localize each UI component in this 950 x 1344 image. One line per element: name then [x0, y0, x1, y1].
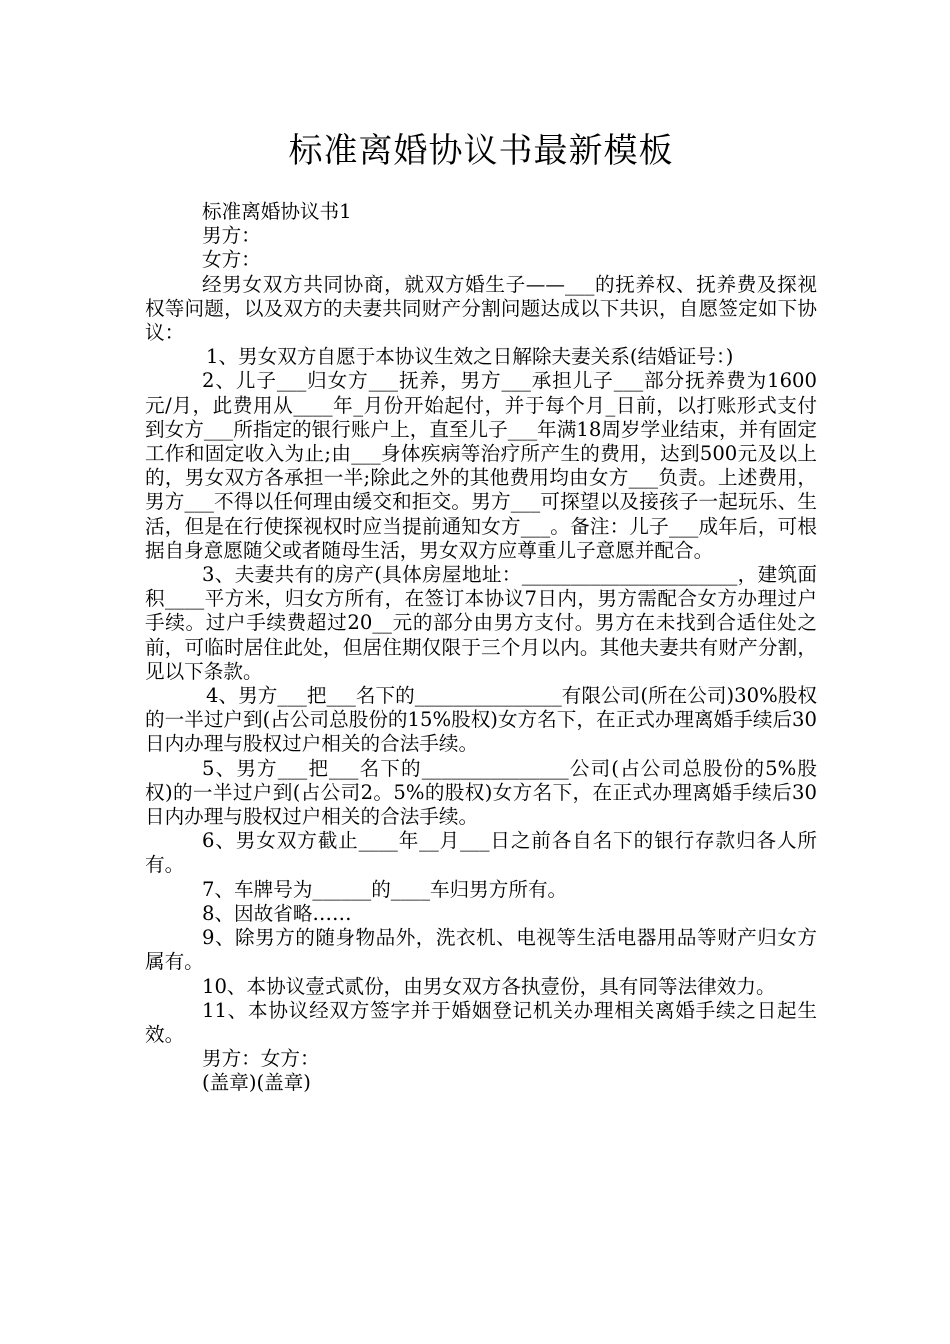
clause-2: 2、儿子___归女方___抚养，男方___承担儿子___部分抚养费为1600元/月，此费用从____年_月份开始起付，并于每个月_日前，以打账形式支付到女方___所指定的银行账户上，直至儿子___年满18周岁学业结束，并有固定工作和固定收入为止;由___身体疾病等治疗所产生的费用，达到500元及以上的，男女双方各承担一半;除此之外的其他费用均由女方___负责。上述费用，男方___不得以任何理由缓交和拒交。男方___可探望以及接孩子一起玩乐、生活，但是在行使探视权时应当提前通知女方___。备注：儿子___成年后，可根据自身意愿随父或者随母生活，男女双方应尊重儿子意愿并配合。 — [145, 369, 817, 562]
clause-9: 9、除男方的随身物品外，洗衣机、电视等生活电器用品等财产归女方属有。 — [145, 926, 817, 974]
clause-1: 1、男女双方自愿于本协议生效之日解除夫妻关系(结婚证号：) — [206, 345, 734, 369]
clause-3: 3、夫妻共有的房产(具体房屋地址：______________________，建筑面积____平方米，归女方所有，在签订本协议7日内，男方需配合女方办理过户手续。过户手续费超过20__元的部分由男方支付。男方在未找到合适住处之前，可临时居住此处，但居住期仅限于三个月以内。其他夫妻共有财产分割，见以下条款。 — [145, 563, 817, 683]
clause-4: 4、男方___把___名下的_______________有限公司(所在公司)30%股权的一半过户到(占公司总股份的15%股权)女方名下，在正式办理离婚手续后30日内办理与股权过户相关的合法手续。 — [145, 684, 817, 756]
clause-11: 11、本协议经双方签字并于婚姻登记机关办理相关离婚手续之日起生效。 — [145, 998, 817, 1046]
clause-8: 8、因故省略…… — [202, 901, 352, 925]
document-page — [145, 128, 817, 1096]
clause-5: 5、男方___把___名下的_______________公司(占公司总股份的5%股权)的一半过户到(占公司2。5%的股权)女方名下，在正式办理离婚手续后30日内办理与股权过户相关的合法手续。 — [145, 756, 817, 829]
party-female-label: 女方： — [202, 248, 261, 272]
clause-10: 10、本协议壹式贰份，由男女双方各执壹份，具有同等法律效力。 — [202, 974, 776, 998]
document-subtitle: 标准离婚协议书1 — [202, 200, 352, 223]
clause-6: 6、男女双方截止____年__月___日之前各自名下的银行存款归各人所有。 — [145, 829, 817, 877]
party-male-label: 男方： — [202, 224, 261, 248]
document-title: 标准离婚协议书最新模板 — [288, 131, 674, 171]
seal-line: (盖章)(盖章) — [202, 1071, 311, 1095]
intro-paragraph: 经男女双方共同协商，就双方婚生子——___的抚养权、抚养费及探视权等问题，以及双方的夫妻共同财产分割问题达成以下共识，自愿签定如下协议： — [145, 272, 817, 345]
clause-7: 7、车牌号为______的____车归男方所有。 — [202, 877, 568, 901]
signature-line: 男方：女方： — [202, 1047, 320, 1071]
